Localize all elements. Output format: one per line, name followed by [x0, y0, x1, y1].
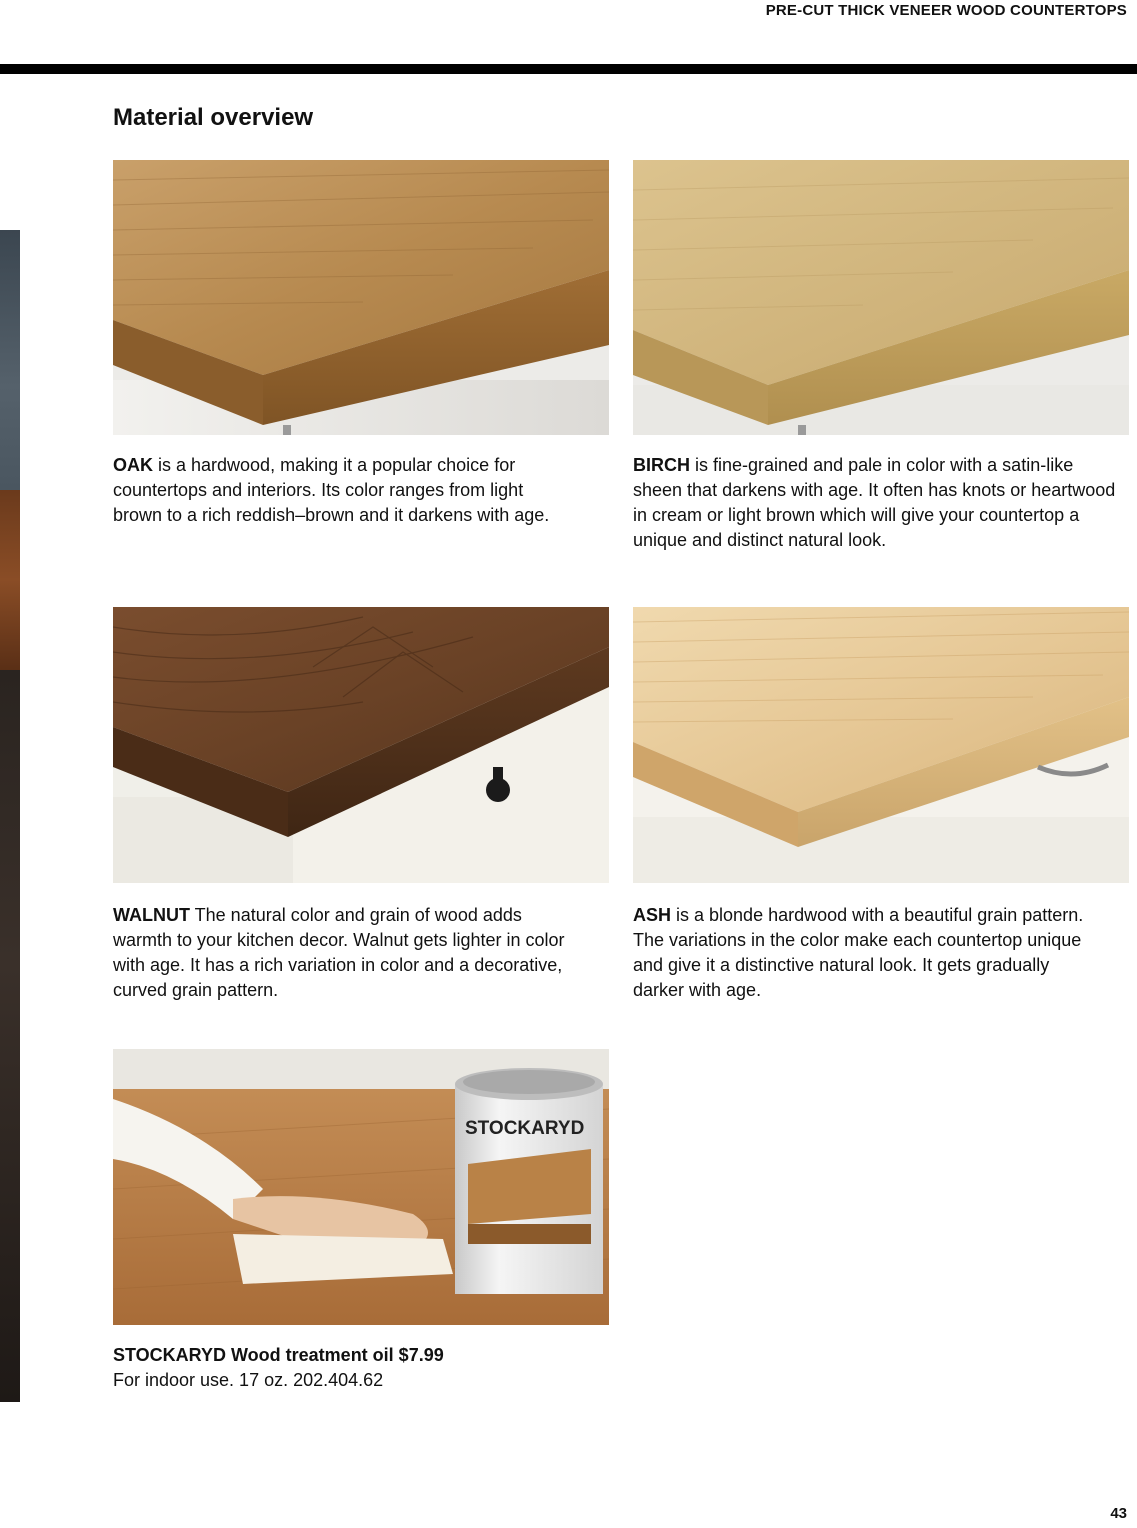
oak-name: OAK — [113, 455, 153, 475]
can-label: STOCKARYD — [465, 1118, 585, 1139]
product-name-price: STOCKARYD Wood treatment oil $7.99 — [113, 1345, 444, 1365]
page-number: 43 — [1110, 1505, 1127, 1522]
birch-name: BIRCH — [633, 455, 690, 475]
walnut-name: WALNUT — [113, 905, 190, 925]
birch-description — [633, 453, 1123, 553]
oak-countertop-image — [113, 160, 609, 435]
header-rule — [0, 64, 1137, 74]
wood-oil-product-image — [113, 1049, 609, 1325]
ash-countertop-image — [633, 607, 1129, 883]
ash-name: ASH — [633, 905, 672, 925]
product-details: For indoor use. 17 oz. 202.404.62 — [113, 1370, 384, 1390]
section-title: Material overview — [113, 104, 314, 131]
ash-text: is a blonde hardwood with a beautiful grain pattern. The variations in the color make each countertop unique and give it a distinctive natural look. It gets gradually darker with age. — [633, 905, 1084, 1000]
oak-text: is a hardwood, making it a popular choice for countertops and interiors. Its color ranges from light brown to a rich reddish–brown and it darkens with age. — [113, 455, 550, 525]
birch-countertop-image — [633, 160, 1129, 435]
adjacent-page-edge — [0, 230, 20, 1402]
oak-description — [113, 453, 573, 528]
walnut-countertop-image — [113, 607, 609, 883]
ash-description — [633, 903, 1093, 1003]
walnut-text: The natural color and grain of wood adds warmth to your kitchen decor. Walnut gets lighter in color with age. It has a rich variation in color and a decorative, curved grain pattern. — [113, 905, 565, 1000]
birch-text: is fine-grained and pale in color with a satin-like sheen that darkens with age. It often has knots or heartwood in cream or light brown which will give your countertop a unique and distinct natural look. — [633, 455, 1116, 550]
walnut-description — [113, 903, 573, 1003]
running-header: PRE-CUT THICK VENEER WOOD COUNTERTOPS — [765, 2, 1127, 19]
